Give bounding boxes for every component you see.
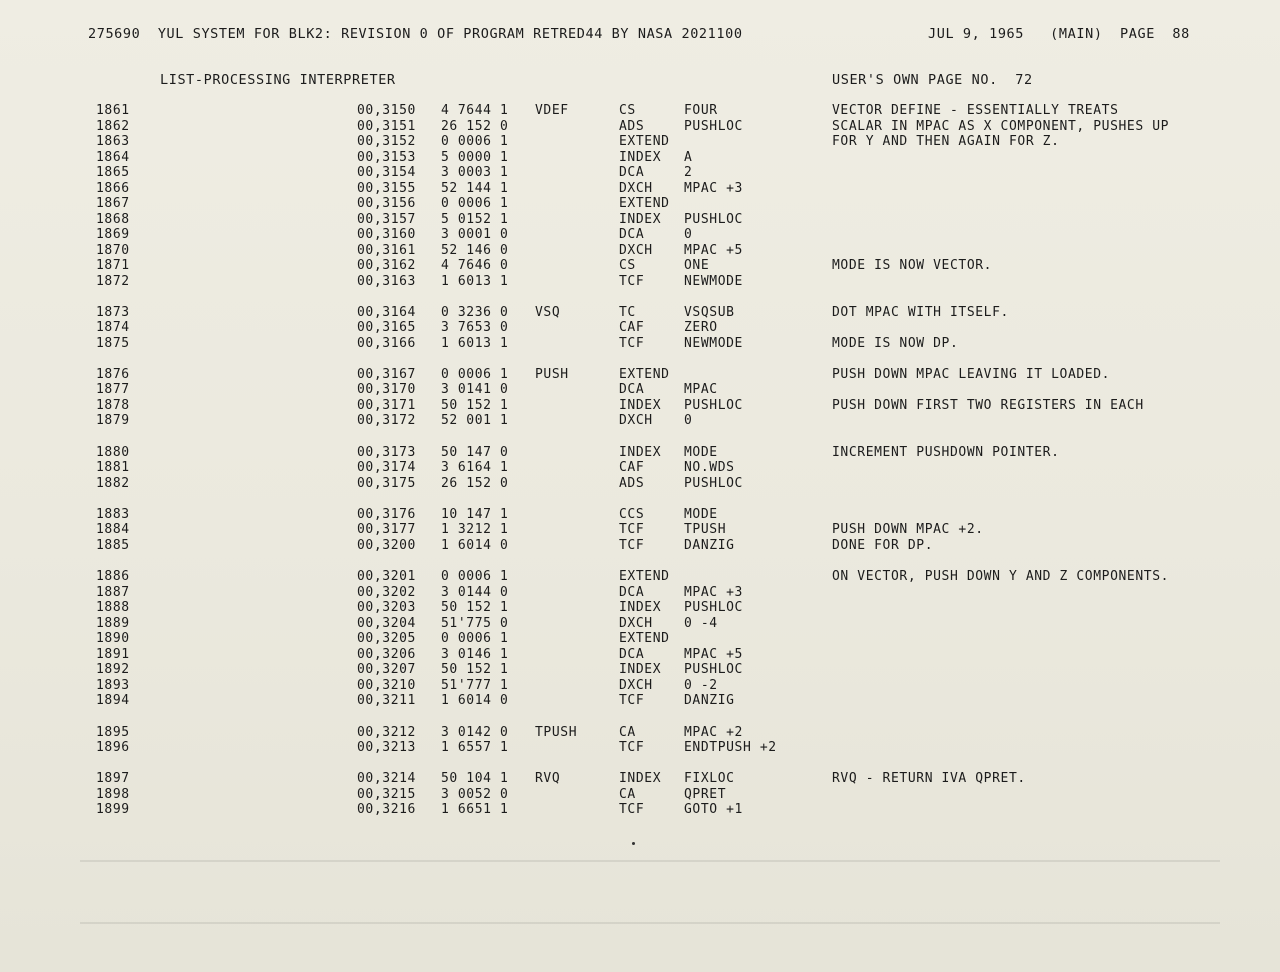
operand: FIXLOC: [684, 771, 735, 786]
opcode: DXCH: [619, 243, 653, 258]
listing-row: [0, 382, 1280, 398]
operand: PUSHLOC: [684, 212, 743, 227]
octal-word: 3 0001 0: [441, 227, 509, 242]
opcode: CAF: [619, 460, 645, 475]
listing-row: [0, 647, 1280, 663]
octal-word: 50 152 1: [441, 398, 509, 413]
listing-row: [0, 243, 1280, 259]
listing-row: [0, 740, 1280, 756]
opcode: TC: [619, 305, 636, 320]
line-number: 1877: [96, 382, 130, 397]
octal-word: 1 6651 1: [441, 802, 509, 817]
opcode: DXCH: [619, 678, 653, 693]
address: 00,3170: [357, 382, 416, 397]
comment: RVQ - RETURN IVA QPRET.: [832, 771, 1026, 786]
operand: NEWMODE: [684, 336, 743, 351]
comment: ON VECTOR, PUSH DOWN Y AND Z COMPONENTS.: [832, 569, 1170, 584]
operand: QPRET: [684, 787, 727, 802]
operand: MPAC +3: [684, 181, 743, 196]
operand: GOTO +1: [684, 802, 743, 817]
listing-row: [0, 258, 1280, 274]
address: 00,3204: [357, 616, 416, 631]
comment: FOR Y AND THEN AGAIN FOR Z.: [832, 134, 1060, 149]
comment: MODE IS NOW DP.: [832, 336, 959, 351]
comment: VECTOR DEFINE - ESSENTIALLY TREATS: [832, 103, 1119, 118]
opcode: CS: [619, 258, 636, 273]
opcode: INDEX: [619, 771, 662, 786]
symbol-label: VDEF: [535, 103, 569, 118]
octal-word: 52 144 1: [441, 181, 509, 196]
opcode: INDEX: [619, 398, 662, 413]
address: 00,3154: [357, 165, 416, 180]
line-number: 1886: [96, 569, 130, 584]
operand: PUSHLOC: [684, 662, 743, 677]
listing-row: [0, 413, 1280, 429]
address: 00,3163: [357, 274, 416, 289]
address: 00,3157: [357, 212, 416, 227]
address: 00,3207: [357, 662, 416, 677]
address: 00,3161: [357, 243, 416, 258]
opcode: DCA: [619, 227, 645, 242]
listing-row: [0, 693, 1280, 709]
octal-word: 3 0141 0: [441, 382, 509, 397]
listing-row: [0, 398, 1280, 414]
listing-row: [0, 181, 1280, 197]
operand: ONE: [684, 258, 710, 273]
listing-row: [0, 165, 1280, 181]
opcode: DXCH: [619, 181, 653, 196]
line-number: 1865: [96, 165, 130, 180]
octal-word: 0 0006 1: [441, 631, 509, 646]
listing-row: [0, 771, 1280, 787]
line-number: 1879: [96, 413, 130, 428]
line-number: 1897: [96, 771, 130, 786]
octal-word: 3 0142 0: [441, 725, 509, 740]
listing-row: [0, 134, 1280, 150]
address: 00,3177: [357, 522, 416, 537]
opcode: EXTEND: [619, 196, 670, 211]
opcode: CAF: [619, 320, 645, 335]
octal-word: 1 6014 0: [441, 693, 509, 708]
listing-row: [0, 460, 1280, 476]
line-number: 1898: [96, 787, 130, 802]
operand: MPAC +3: [684, 585, 743, 600]
line-number: 1870: [96, 243, 130, 258]
listing-row: [0, 631, 1280, 647]
opcode: DXCH: [619, 616, 653, 631]
octal-word: 1 6557 1: [441, 740, 509, 755]
opcode: TCF: [619, 336, 645, 351]
opcode: CS: [619, 103, 636, 118]
operand: ENDTPUSH +2: [684, 740, 777, 755]
octal-word: 50 152 1: [441, 600, 509, 615]
listing-row: [0, 227, 1280, 243]
line-number: 1874: [96, 320, 130, 335]
header-job-line: 275690 YUL SYSTEM FOR BLK2: REVISION 0 OF PROGRAM RETRED44 BY NASA 2021100: [88, 26, 743, 42]
operand: 0 -4: [684, 616, 718, 631]
listing-row: [0, 445, 1280, 461]
octal-word: 5 0152 1: [441, 212, 509, 227]
listing-row: [0, 367, 1280, 383]
opcode: DCA: [619, 647, 645, 662]
operand: PUSHLOC: [684, 600, 743, 615]
octal-word: 10 147 1: [441, 507, 509, 522]
line-number: 1876: [96, 367, 130, 382]
bleed-through-shadow: [80, 832, 1220, 952]
operand: TPUSH: [684, 522, 727, 537]
line-number: 1880: [96, 445, 130, 460]
opcode: INDEX: [619, 445, 662, 460]
address: 00,3215: [357, 787, 416, 802]
octal-word: 1 3212 1: [441, 522, 509, 537]
line-number: 1875: [96, 336, 130, 351]
octal-word: 0 0006 1: [441, 367, 509, 382]
octal-word: 5 0000 1: [441, 150, 509, 165]
operand: MODE: [684, 445, 718, 460]
comment: PUSH DOWN FIRST TWO REGISTERS IN EACH: [832, 398, 1144, 413]
opcode: CA: [619, 787, 636, 802]
listing-row: [0, 119, 1280, 135]
octal-word: 50 152 1: [441, 662, 509, 677]
line-number: 1892: [96, 662, 130, 677]
operand: MPAC +2: [684, 725, 743, 740]
address: 00,3203: [357, 600, 416, 615]
operand: 0 -2: [684, 678, 718, 693]
line-number: 1871: [96, 258, 130, 273]
address: 00,3213: [357, 740, 416, 755]
line-number: 1861: [96, 103, 130, 118]
address: 00,3150: [357, 103, 416, 118]
line-number: 1869: [96, 227, 130, 242]
listing-row: [0, 103, 1280, 119]
address: 00,3155: [357, 181, 416, 196]
address: 00,3167: [357, 367, 416, 382]
address: 00,3210: [357, 678, 416, 693]
address: 00,3160: [357, 227, 416, 242]
line-number: 1895: [96, 725, 130, 740]
octal-word: 3 0144 0: [441, 585, 509, 600]
address: 00,3206: [357, 647, 416, 662]
octal-word: 52 146 0: [441, 243, 509, 258]
opcode: INDEX: [619, 212, 662, 227]
address: 00,3201: [357, 569, 416, 584]
operand: 2: [684, 165, 693, 180]
line-number: 1899: [96, 802, 130, 817]
symbol-label: RVQ: [535, 771, 561, 786]
line-number: 1893: [96, 678, 130, 693]
opcode: DXCH: [619, 413, 653, 428]
address: 00,3164: [357, 305, 416, 320]
symbol-label: PUSH: [535, 367, 569, 382]
octal-word: 4 7644 1: [441, 103, 509, 118]
address: 00,3172: [357, 413, 416, 428]
operand: PUSHLOC: [684, 476, 743, 491]
listing-row: [0, 274, 1280, 290]
opcode: ADS: [619, 119, 645, 134]
address: 00,3156: [357, 196, 416, 211]
comment: DONE FOR DP.: [832, 538, 934, 553]
listing-row: [0, 600, 1280, 616]
octal-word: 1 6013 1: [441, 336, 509, 351]
octal-word: 3 0146 1: [441, 647, 509, 662]
line-number: 1887: [96, 585, 130, 600]
stray-mark: [632, 842, 635, 845]
octal-word: 0 0006 1: [441, 569, 509, 584]
operand: MPAC: [684, 382, 718, 397]
line-number: 1873: [96, 305, 130, 320]
listing-row: [0, 212, 1280, 228]
comment: PUSH DOWN MPAC LEAVING IT LOADED.: [832, 367, 1111, 382]
operand: NEWMODE: [684, 274, 743, 289]
comment: INCREMENT PUSHDOWN POINTER.: [832, 445, 1060, 460]
octal-word: 26 152 0: [441, 476, 509, 491]
address: 00,3174: [357, 460, 416, 475]
line-number: 1867: [96, 196, 130, 211]
opcode: TCF: [619, 740, 645, 755]
address: 00,3176: [357, 507, 416, 522]
opcode: TCF: [619, 522, 645, 537]
line-number: 1884: [96, 522, 130, 537]
comment: DOT MPAC WITH ITSELF.: [832, 305, 1009, 320]
opcode: EXTEND: [619, 134, 670, 149]
opcode: DCA: [619, 165, 645, 180]
line-number: 1868: [96, 212, 130, 227]
user-page-number: USER'S OWN PAGE NO. 72: [832, 72, 1033, 88]
opcode: EXTEND: [619, 569, 670, 584]
listing-row: [0, 305, 1280, 321]
opcode: INDEX: [619, 150, 662, 165]
line-number: 1862: [96, 119, 130, 134]
line-number: 1890: [96, 631, 130, 646]
octal-word: 51'777 1: [441, 678, 509, 693]
comment: MODE IS NOW VECTOR.: [832, 258, 993, 273]
address: 00,3211: [357, 693, 416, 708]
line-number: 1878: [96, 398, 130, 413]
operand: FOUR: [684, 103, 718, 118]
listing-row: [0, 787, 1280, 803]
operand: PUSHLOC: [684, 398, 743, 413]
address: 00,3151: [357, 119, 416, 134]
address: 00,3212: [357, 725, 416, 740]
opcode: CCS: [619, 507, 645, 522]
comment: PUSH DOWN MPAC +2.: [832, 522, 984, 537]
listing-row: [0, 196, 1280, 212]
opcode: INDEX: [619, 600, 662, 615]
address: 00,3205: [357, 631, 416, 646]
octal-word: 0 0006 1: [441, 134, 509, 149]
octal-word: 1 6014 0: [441, 538, 509, 553]
octal-word: 3 7653 0: [441, 320, 509, 335]
operand: PUSHLOC: [684, 119, 743, 134]
operand: A: [684, 150, 693, 165]
operand: MODE: [684, 507, 718, 522]
listing-row: [0, 802, 1280, 818]
operand: 0: [684, 413, 693, 428]
operand: DANZIG: [684, 538, 735, 553]
line-number: 1885: [96, 538, 130, 553]
address: 00,3162: [357, 258, 416, 273]
opcode: ADS: [619, 476, 645, 491]
opcode: TCF: [619, 538, 645, 553]
octal-word: 3 6164 1: [441, 460, 509, 475]
octal-word: 0 3236 0: [441, 305, 509, 320]
line-number: 1888: [96, 600, 130, 615]
opcode: TCF: [619, 802, 645, 817]
opcode: CA: [619, 725, 636, 740]
address: 00,3202: [357, 585, 416, 600]
operand: DANZIG: [684, 693, 735, 708]
octal-word: 3 0052 0: [441, 787, 509, 802]
listing-row: [0, 476, 1280, 492]
address: 00,3171: [357, 398, 416, 413]
line-number: 1863: [96, 134, 130, 149]
listing-row: [0, 662, 1280, 678]
listing-row: [0, 320, 1280, 336]
address: 00,3152: [357, 134, 416, 149]
listing-row: [0, 507, 1280, 523]
listing-row: [0, 678, 1280, 694]
line-number: 1883: [96, 507, 130, 522]
listing-row: [0, 522, 1280, 538]
listing-row: [0, 616, 1280, 632]
line-number: 1894: [96, 693, 130, 708]
opcode: EXTEND: [619, 367, 670, 382]
line-number: 1864: [96, 150, 130, 165]
address: 00,3165: [357, 320, 416, 335]
octal-word: 1 6013 1: [441, 274, 509, 289]
opcode: TCF: [619, 693, 645, 708]
comment: SCALAR IN MPAC AS X COMPONENT, PUSHES UP: [832, 119, 1170, 134]
operand: ZERO: [684, 320, 718, 335]
octal-word: 26 152 0: [441, 119, 509, 134]
operand: MPAC +5: [684, 647, 743, 662]
opcode: EXTEND: [619, 631, 670, 646]
address: 00,3214: [357, 771, 416, 786]
opcode: INDEX: [619, 662, 662, 677]
address: 00,3173: [357, 445, 416, 460]
opcode: DCA: [619, 382, 645, 397]
listing-row: [0, 725, 1280, 741]
octal-word: 50 147 0: [441, 445, 509, 460]
line-number: 1882: [96, 476, 130, 491]
address: 00,3200: [357, 538, 416, 553]
octal-word: 52 001 1: [441, 413, 509, 428]
opcode: DCA: [619, 585, 645, 600]
listing-row: [0, 150, 1280, 166]
listing-row: [0, 336, 1280, 352]
line-number: 1881: [96, 460, 130, 475]
address: 00,3153: [357, 150, 416, 165]
octal-word: 51'775 0: [441, 616, 509, 631]
opcode: TCF: [619, 274, 645, 289]
octal-word: 4 7646 0: [441, 258, 509, 273]
address: 00,3175: [357, 476, 416, 491]
line-number: 1889: [96, 616, 130, 631]
symbol-label: TPUSH: [535, 725, 578, 740]
section-title: LIST-PROCESSING INTERPRETER: [160, 72, 396, 88]
line-number: 1872: [96, 274, 130, 289]
operand: NO.WDS: [684, 460, 735, 475]
address: 00,3216: [357, 802, 416, 817]
symbol-label: VSQ: [535, 305, 561, 320]
listing-row: [0, 585, 1280, 601]
line-number: 1866: [96, 181, 130, 196]
header-date-line: JUL 9, 1965 (MAIN) PAGE 88: [928, 26, 1190, 42]
line-number: 1896: [96, 740, 130, 755]
operand: VSQSUB: [684, 305, 735, 320]
octal-word: 50 104 1: [441, 771, 509, 786]
operand: 0: [684, 227, 693, 242]
address: 00,3166: [357, 336, 416, 351]
listing-row: [0, 569, 1280, 585]
line-number: 1891: [96, 647, 130, 662]
octal-word: 0 0006 1: [441, 196, 509, 211]
octal-word: 3 0003 1: [441, 165, 509, 180]
listing-row: [0, 538, 1280, 554]
operand: MPAC +5: [684, 243, 743, 258]
